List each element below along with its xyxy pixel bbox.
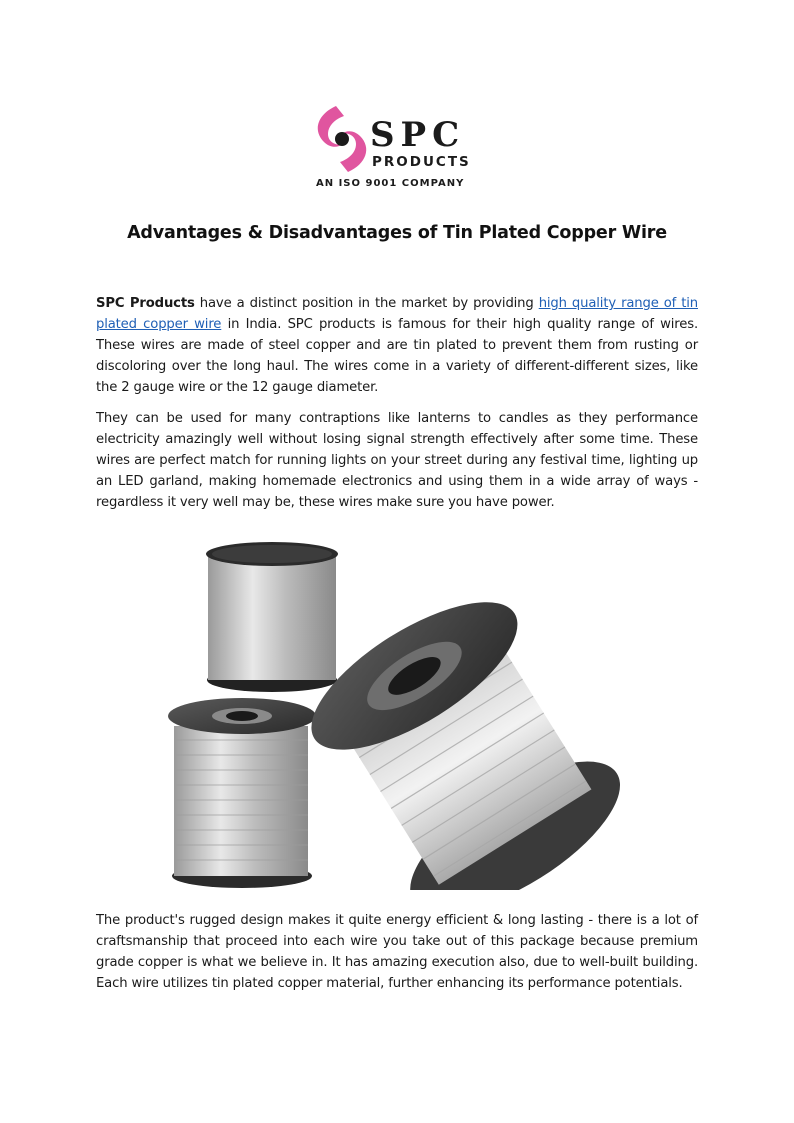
page-title: Advantages & Disadvantages of Tin Plated Copper Wire [127, 223, 667, 243]
wire-spools-image [160, 540, 640, 890]
spool-bottom-left [168, 698, 316, 888]
intro-text-before-link: have a distinct position in the market by providing [194, 296, 539, 311]
logo-tagline-text: AN ISO 9001 COMPANY [316, 178, 465, 189]
logo-sub-text: PRODUCTS [372, 154, 471, 170]
paragraph-uses: They can be used for many contraptions like lanterns to candles as they performance electricity amazingly well without losing signal strength effectively after some time. These wires are perfect match for running lights on your street during any festival time, lighting up an LED garland, making homemade electronics and using them in a wide array of ways - regardless it very well may be, these wires make sure you have power. [96, 411, 698, 510]
spool-top-left [206, 542, 338, 692]
paragraph-intro [96, 293, 698, 398]
spc-logo [308, 100, 488, 192]
intro-text-after-link: in India. SPC products is famous for their high quality range of wires. These wires are made of steel copper and are tin plated to prevent them from rusting or discoloring over the long haul. The wires come in a variety of different-different sizes, like the 2 gauge wire or the 12 gauge diameter. [96, 317, 699, 395]
wire-spools-icon [160, 540, 640, 890]
spool-large [288, 573, 640, 890]
brand-lead: SPC Products [96, 296, 195, 311]
product-link[interactable]: high quality range of tin plated copper wire [96, 296, 698, 332]
logo-brand-text: SPC [370, 115, 466, 155]
spc-logo-icon [308, 100, 488, 192]
paragraph-design: The product's rugged design makes it quite energy efficient & long lasting - there is a lot of craftsmanship that proceed into each wire you take out of this package because premium grade copper is what we believe in. It has amazing execution also, due to well-built building. Each wire utilizes tin plated copper material, further enhancing its performance potentials. [96, 913, 698, 991]
